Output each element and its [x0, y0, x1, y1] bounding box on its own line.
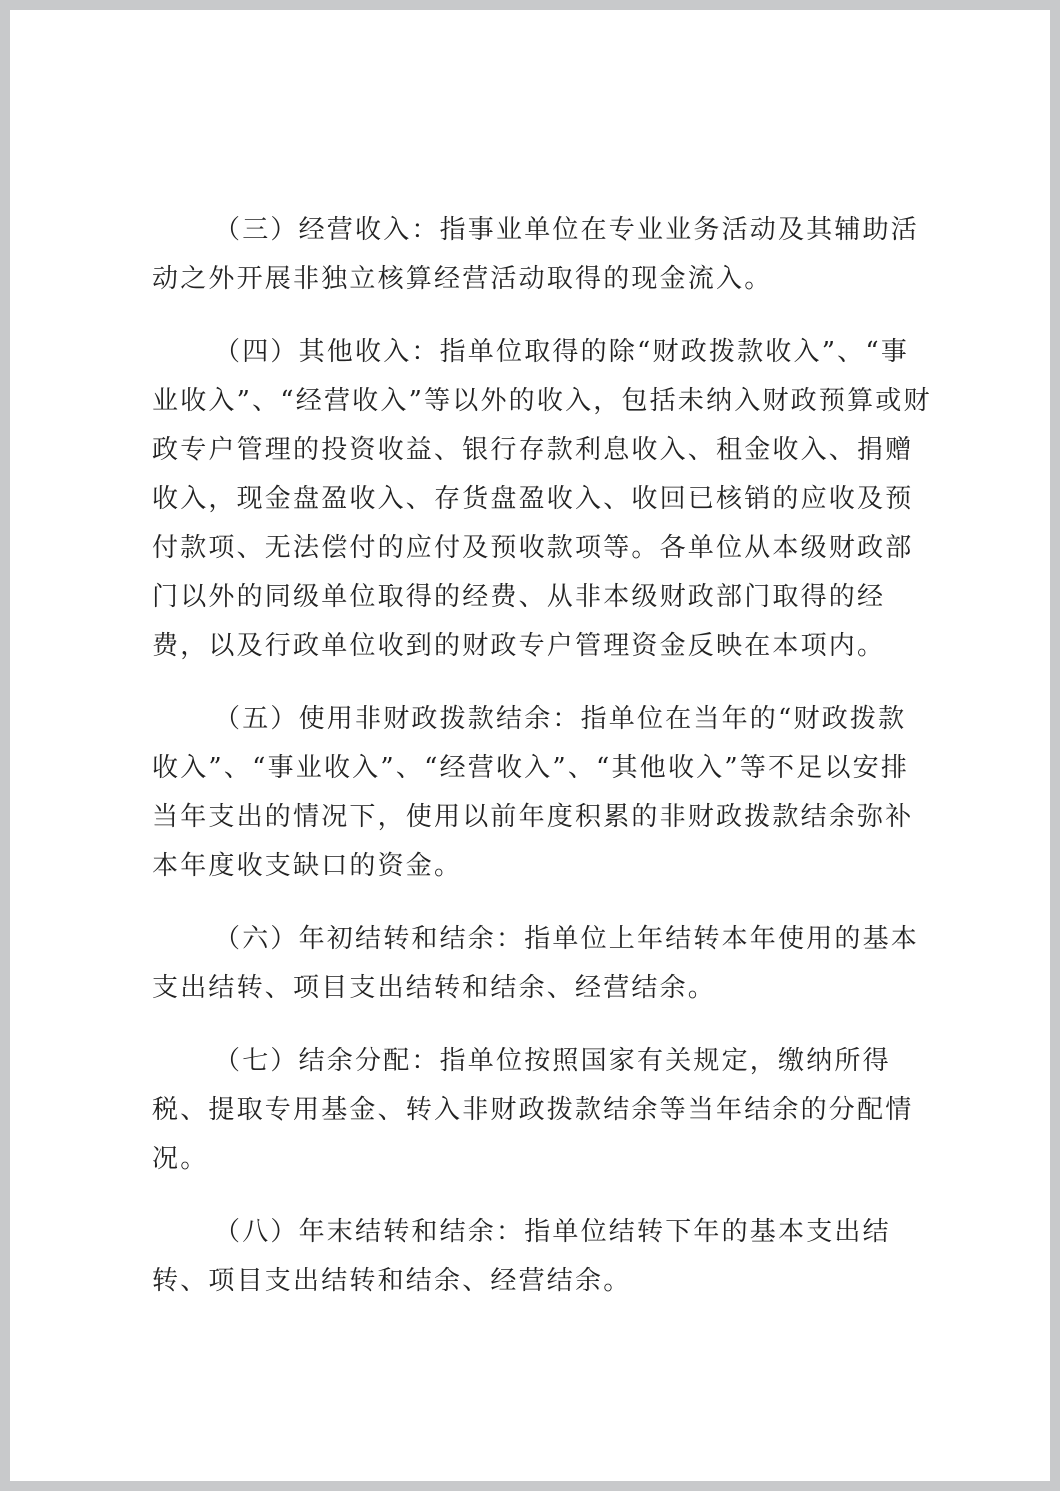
document-body	[152, 206, 932, 1330]
document-page	[10, 10, 1050, 1481]
paragraph-opening-carryover: （六）年初结转和结余：指单位上年结转本年使用的基本支出结转、项目支出结转和结余、经营结余。	[152, 924, 920, 1003]
paragraph-other-income: （四）其他收入：指单位取得的除“财政拨款收入”、“事业收入”、“经营收入”等以外的收入，包括未纳入财政预算或财政专户管理的投资收益、银行存款利息收入、租金收入、捐赠收入，现金盘盈收入、存货盘盈收入、收回已核销的应收及预付款项、无法偿付的应付及预收款项等。各单位从本级财政部门以外的同级单位取得的经费、从非本级财政部门取得的经费，以及行政单位收到的财政专户管理资金反映在本项内。	[152, 337, 932, 661]
paragraph-closing-carryover: （八）年末结转和结余：指单位结转下年的基本支出结转、项目支出结转和结余、经营结余。	[152, 1217, 891, 1296]
paragraph-surplus-distribution: （七）结余分配：指单位按照国家有关规定，缴纳所得税、提取专用基金、转入非财政拨款结余等当年结余的分配情况。	[152, 1046, 914, 1174]
paragraph-non-fiscal-surplus: （五）使用非财政拨款结余：指单位在当年的“财政拨款收入”、“事业收入”、“经营收入”、“其他收入”等不足以安排当年支出的情况下，使用以前年度积累的非财政拨款结余弥补本年度收支缺口的资金。	[152, 704, 914, 881]
paragraph-operating-income: （三）经营收入：指事业单位在专业业务活动及其辅助活动之外开展非独立核算经营活动取得的现金流入。	[152, 215, 920, 294]
